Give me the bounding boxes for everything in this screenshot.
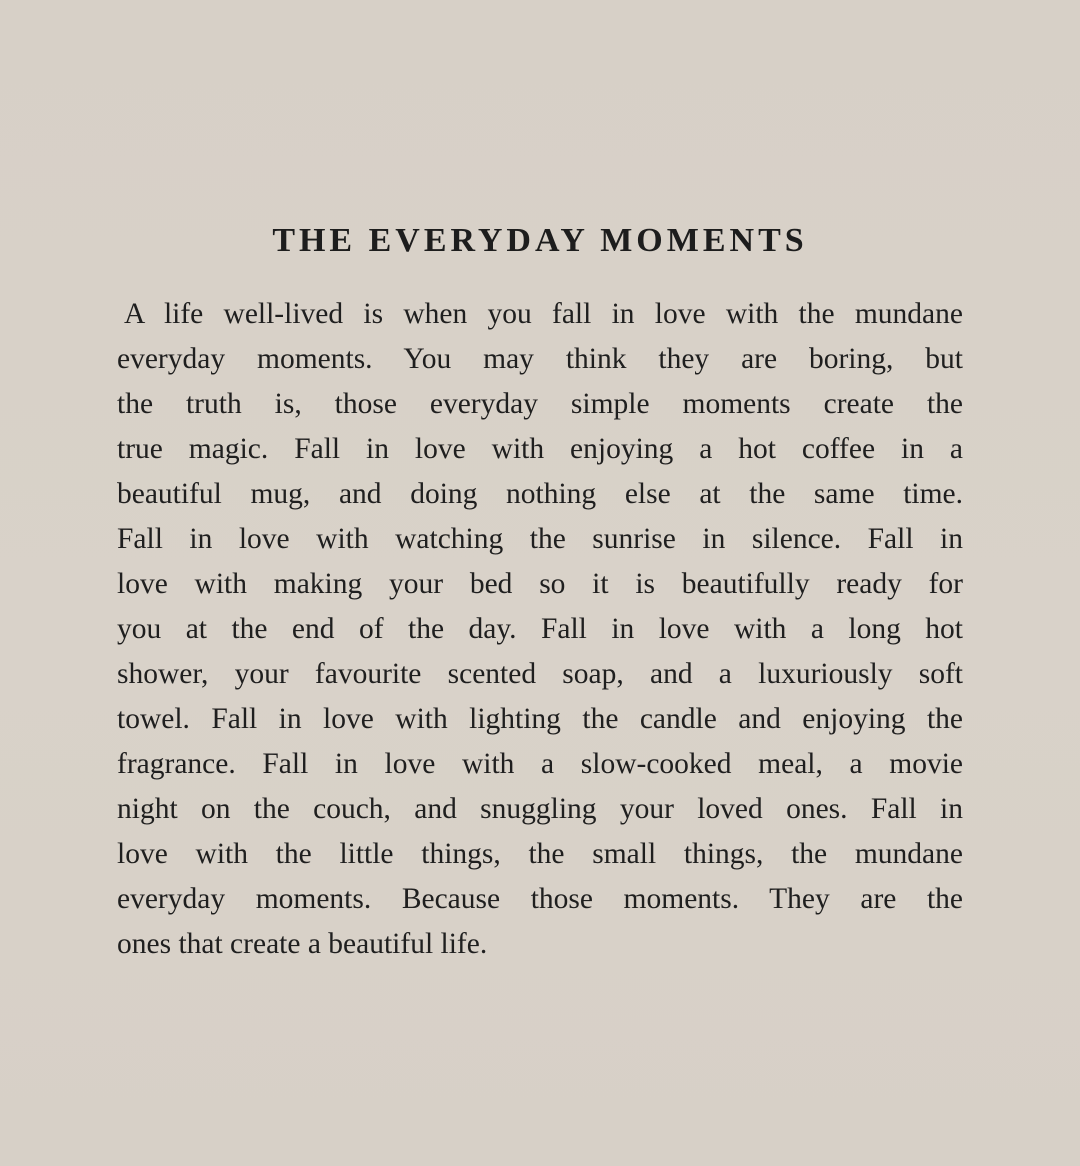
text-line: A life well-lived is when you fall in love with the mundane	[124, 298, 963, 330]
text-line: ones that create a beautiful life.	[117, 928, 488, 960]
text-line: towel. Fall in love with lighting the candle and enjoying the	[117, 703, 963, 735]
text-line: everyday moments. Because those moments. They are the	[117, 883, 963, 915]
page-title: THE EVERYDAY MOMENTS	[272, 222, 808, 259]
text-line: Fall in love with watching the sunrise in silence. Fall in	[117, 523, 963, 555]
text-line: the truth is, those everyday simple moments create the	[117, 388, 963, 420]
text-line: beautiful mug, and doing nothing else at the same time.	[117, 478, 963, 510]
text-line: love with the little things, the small things, the mundane	[117, 838, 963, 870]
text-line: you at the end of the day. Fall in love with a long hot	[117, 613, 963, 645]
text-line: love with making your bed so it is beautifully ready for	[117, 568, 963, 600]
text-line: night on the couch, and snuggling your loved ones. Fall in	[117, 793, 963, 825]
body-text	[117, 292, 963, 967]
text-line: fragrance. Fall in love with a slow-cooked meal, a movie	[117, 748, 963, 780]
text-line: true magic. Fall in love with enjoying a hot coffee in a	[117, 433, 963, 465]
text-line: everyday moments. You may think they are boring, but	[117, 343, 963, 375]
text-line: shower, your favourite scented soap, and a luxuriously soft	[117, 658, 963, 690]
